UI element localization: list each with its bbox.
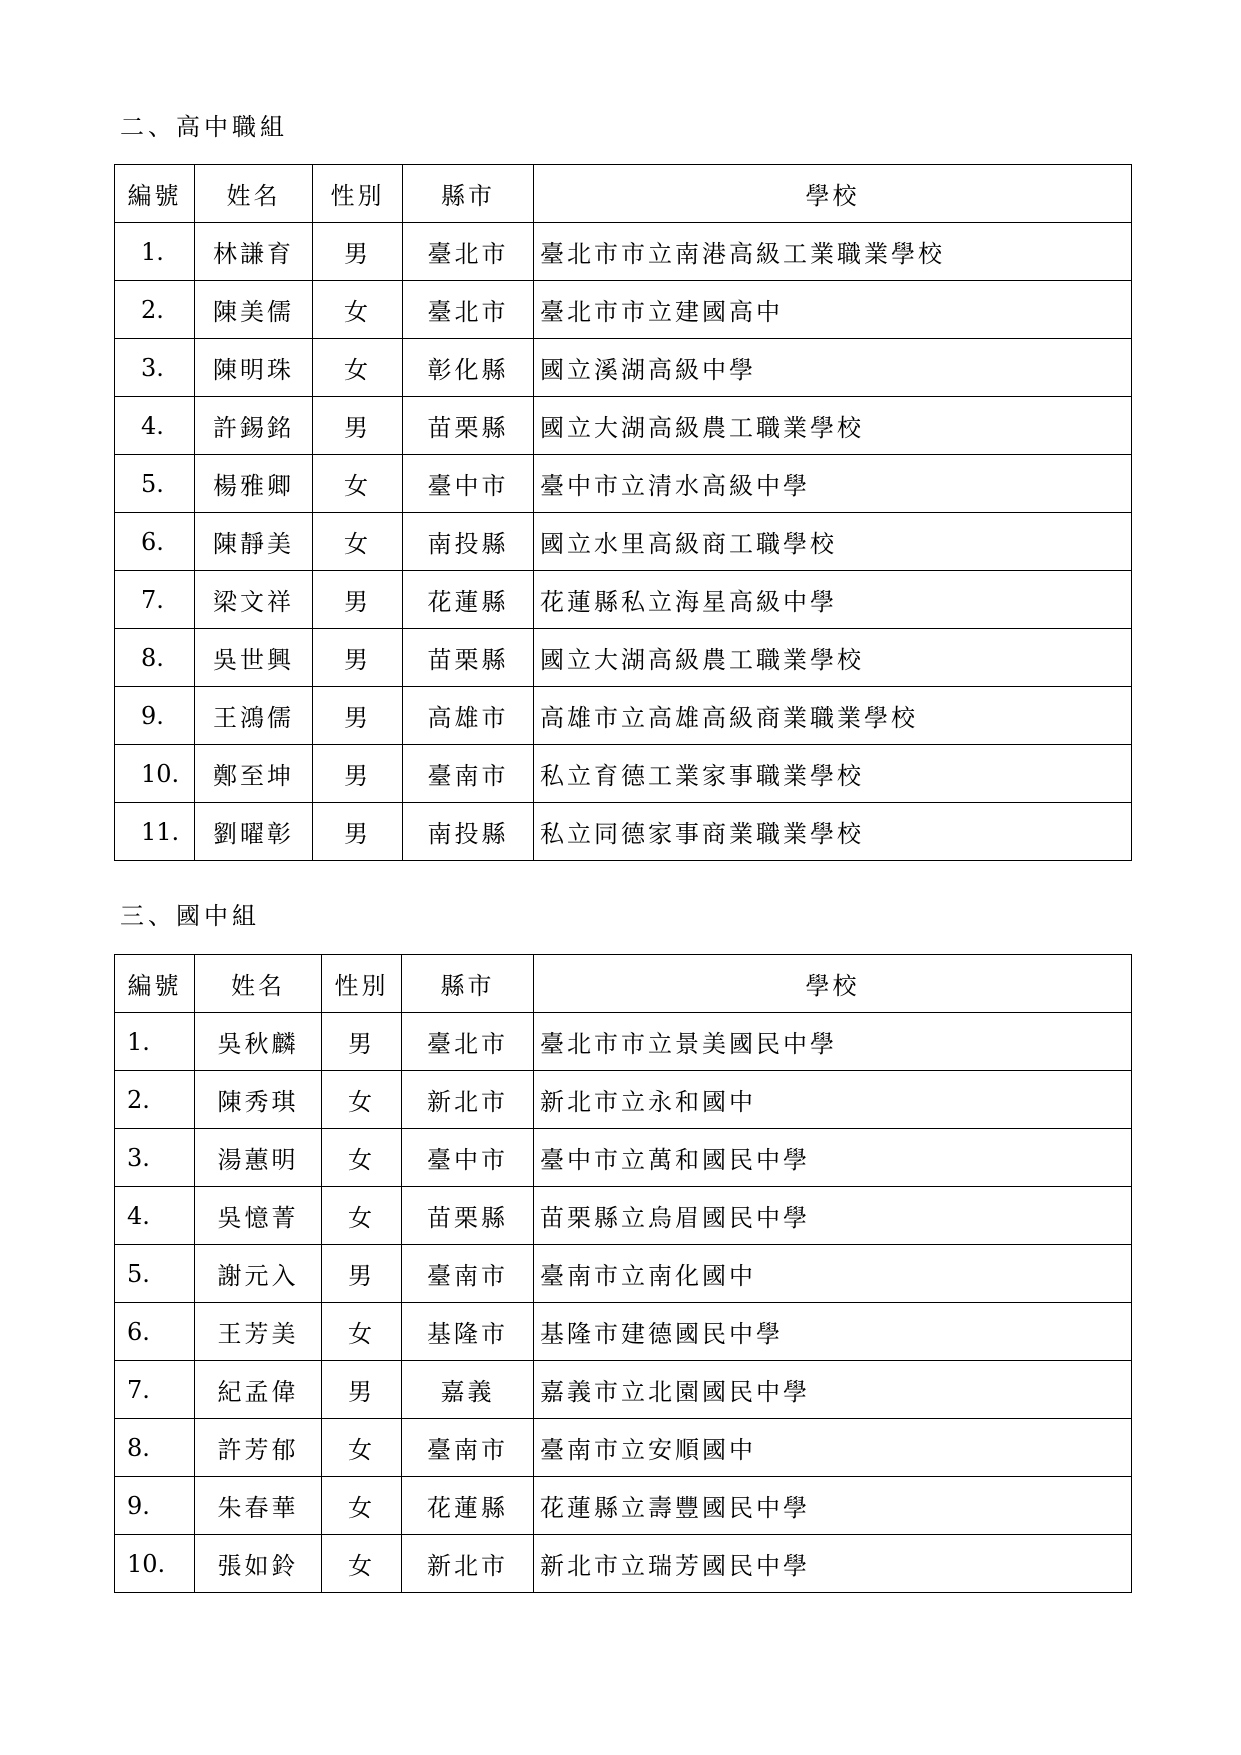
cell-county: 臺南市: [402, 1419, 534, 1477]
cell-name: 林謙育: [195, 223, 313, 281]
cell-county: 高雄市: [403, 687, 534, 745]
table-row: [115, 803, 1132, 861]
cell-name: 楊雅卿: [195, 455, 313, 513]
cell-name: 吳秋麟: [195, 1013, 322, 1071]
cell-school: 國立水里高級商工職學校: [534, 513, 1132, 571]
table-header-row: [115, 955, 1132, 1013]
table-row: [115, 1071, 1132, 1129]
cell-number: 2.: [115, 281, 195, 339]
table-body: [115, 223, 1132, 861]
table-row: [115, 455, 1132, 513]
cell-county: 苗栗縣: [403, 397, 534, 455]
table-row: [115, 223, 1132, 281]
cell-county: 臺南市: [403, 745, 534, 803]
cell-number: 9.: [115, 1477, 195, 1535]
cell-school: 國立溪湖高級中學: [534, 339, 1132, 397]
table-row: [115, 513, 1132, 571]
table-row: [115, 1245, 1132, 1303]
header-gender: 性別: [322, 955, 402, 1013]
cell-county: 彰化縣: [403, 339, 534, 397]
header-name: 姓名: [195, 165, 313, 223]
cell-name: 鄭至坤: [195, 745, 313, 803]
cell-name: 陳明珠: [195, 339, 313, 397]
cell-county: 臺北市: [403, 281, 534, 339]
cell-number: 1.: [115, 1013, 195, 1071]
cell-county: 花蓮縣: [402, 1477, 534, 1535]
header-county: 縣市: [403, 165, 534, 223]
cell-school: 臺北市市立景美國民中學: [534, 1013, 1132, 1071]
table-row: [115, 1187, 1132, 1245]
cell-school: 基隆市建德國民中學: [534, 1303, 1132, 1361]
header-gender: 性別: [313, 165, 403, 223]
cell-county: 基隆市: [402, 1303, 534, 1361]
table-row: [115, 1303, 1132, 1361]
table-header-row: [115, 165, 1132, 223]
cell-county: 嘉義: [402, 1361, 534, 1419]
roster-table-high-school: [114, 164, 1132, 861]
cell-name: 謝元入: [195, 1245, 322, 1303]
header-county: 縣市: [402, 955, 534, 1013]
cell-name: 劉曜彰: [195, 803, 313, 861]
cell-school: 臺北市市立建國高中: [534, 281, 1132, 339]
cell-number: 2.: [115, 1071, 195, 1129]
cell-county: 臺中市: [403, 455, 534, 513]
table-row: [115, 1419, 1132, 1477]
table-row: [115, 1477, 1132, 1535]
cell-school: 新北市立瑞芳國民中學: [534, 1535, 1132, 1593]
cell-school: 苗栗縣立烏眉國民中學: [534, 1187, 1132, 1245]
header-school: 學校: [534, 165, 1132, 223]
cell-name: 梁文祥: [195, 571, 313, 629]
cell-county: 南投縣: [403, 513, 534, 571]
cell-gender: 男: [313, 803, 403, 861]
cell-number: 3.: [115, 1129, 195, 1187]
header-number: 編號: [115, 955, 195, 1013]
cell-school: 高雄市立高雄高級商業職業學校: [534, 687, 1132, 745]
table-row: [115, 397, 1132, 455]
cell-number: 10.: [115, 1535, 195, 1593]
table-row: [115, 281, 1132, 339]
cell-county: 臺南市: [402, 1245, 534, 1303]
cell-number: 3.: [115, 339, 195, 397]
section-title-high-school: 二、高中職組: [120, 113, 288, 141]
cell-gender: 女: [322, 1187, 402, 1245]
table-row: [115, 1129, 1132, 1187]
cell-county: 臺北市: [402, 1013, 534, 1071]
cell-gender: 男: [313, 397, 403, 455]
roster-table-junior-high: [114, 954, 1132, 1593]
cell-school: 臺北市市立南港高級工業職業學校: [534, 223, 1132, 281]
cell-number: 8.: [115, 629, 195, 687]
cell-gender: 女: [322, 1419, 402, 1477]
cell-gender: 男: [313, 629, 403, 687]
cell-number: 5.: [115, 1245, 195, 1303]
cell-gender: 男: [313, 223, 403, 281]
cell-gender: 男: [313, 571, 403, 629]
cell-number: 8.: [115, 1419, 195, 1477]
cell-gender: 女: [313, 281, 403, 339]
cell-number: 6.: [115, 1303, 195, 1361]
cell-school: 新北市立永和國中: [534, 1071, 1132, 1129]
cell-gender: 女: [322, 1303, 402, 1361]
cell-number: 5.: [115, 455, 195, 513]
cell-school: 私立育德工業家事職業學校: [534, 745, 1132, 803]
cell-gender: 男: [322, 1013, 402, 1071]
cell-name: 陳美儒: [195, 281, 313, 339]
table-row: [115, 1535, 1132, 1593]
cell-gender: 男: [313, 745, 403, 803]
cell-school: 臺南市立安順國中: [534, 1419, 1132, 1477]
cell-gender: 女: [322, 1071, 402, 1129]
cell-name: 陳靜美: [195, 513, 313, 571]
cell-name: 吳世興: [195, 629, 313, 687]
cell-name: 王芳美: [195, 1303, 322, 1361]
cell-gender: 女: [322, 1477, 402, 1535]
cell-school: 臺中市立萬和國民中學: [534, 1129, 1132, 1187]
cell-county: 苗栗縣: [402, 1187, 534, 1245]
cell-name: 王鴻儒: [195, 687, 313, 745]
cell-school: 臺南市立南化國中: [534, 1245, 1132, 1303]
cell-name: 許錫銘: [195, 397, 313, 455]
cell-school: 私立同德家事商業職業學校: [534, 803, 1132, 861]
table-row: [115, 687, 1132, 745]
cell-name: 紀孟偉: [195, 1361, 322, 1419]
cell-number: 1.: [115, 223, 195, 281]
cell-number: 7.: [115, 1361, 195, 1419]
cell-county: 臺中市: [402, 1129, 534, 1187]
table-row: [115, 1361, 1132, 1419]
table-row: [115, 1013, 1132, 1071]
cell-gender: 女: [322, 1535, 402, 1593]
cell-name: 吳憶菁: [195, 1187, 322, 1245]
table-row: [115, 571, 1132, 629]
cell-number: 6.: [115, 513, 195, 571]
cell-gender: 男: [322, 1245, 402, 1303]
cell-school: 嘉義市立北園國民中學: [534, 1361, 1132, 1419]
cell-gender: 男: [322, 1361, 402, 1419]
header-name: 姓名: [195, 955, 322, 1013]
cell-number: 4.: [115, 397, 195, 455]
section-title-junior-high: 三、國中組: [120, 902, 260, 930]
cell-name: 張如鈴: [195, 1535, 322, 1593]
cell-number: 9.: [115, 687, 195, 745]
cell-name: 朱春華: [195, 1477, 322, 1535]
cell-county: 花蓮縣: [403, 571, 534, 629]
cell-name: 許芳郁: [195, 1419, 322, 1477]
cell-gender: 女: [313, 513, 403, 571]
header-number: 編號: [115, 165, 195, 223]
cell-school: 國立大湖高級農工職業學校: [534, 397, 1132, 455]
cell-school: 國立大湖高級農工職業學校: [534, 629, 1132, 687]
table-row: [115, 745, 1132, 803]
cell-gender: 女: [313, 339, 403, 397]
cell-county: 南投縣: [403, 803, 534, 861]
cell-school: 花蓮縣私立海星高級中學: [534, 571, 1132, 629]
cell-county: 臺北市: [403, 223, 534, 281]
cell-school: 臺中市立清水高級中學: [534, 455, 1132, 513]
cell-school: 花蓮縣立壽豐國民中學: [534, 1477, 1132, 1535]
cell-number: 11.: [115, 803, 195, 861]
cell-name: 陳秀琪: [195, 1071, 322, 1129]
cell-name: 湯蕙明: [195, 1129, 322, 1187]
table-row: [115, 629, 1132, 687]
cell-county: 新北市: [402, 1071, 534, 1129]
cell-county: 苗栗縣: [403, 629, 534, 687]
cell-number: 4.: [115, 1187, 195, 1245]
cell-gender: 男: [313, 687, 403, 745]
cell-number: 10.: [115, 745, 195, 803]
cell-county: 新北市: [402, 1535, 534, 1593]
table-body: [115, 1013, 1132, 1593]
cell-number: 7.: [115, 571, 195, 629]
cell-gender: 女: [322, 1129, 402, 1187]
cell-gender: 女: [313, 455, 403, 513]
table-row: [115, 339, 1132, 397]
header-school: 學校: [534, 955, 1132, 1013]
